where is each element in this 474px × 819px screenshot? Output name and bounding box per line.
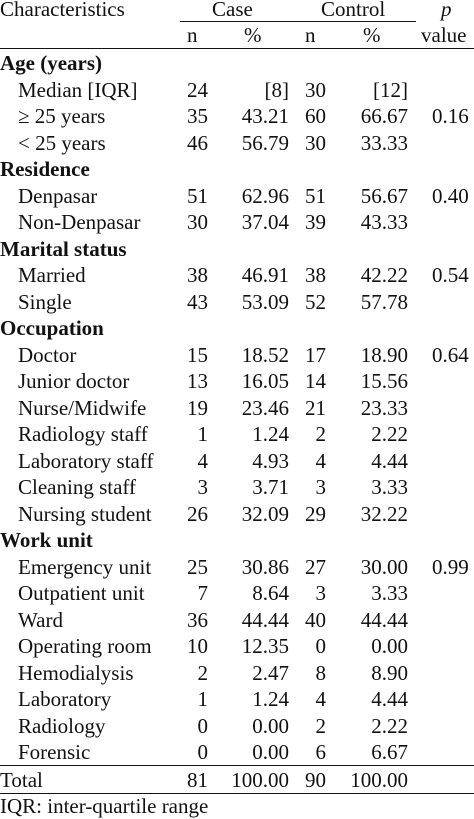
p-value-cell: 0.99	[432, 554, 469, 579]
control-pct-cell: 42.22	[360, 263, 408, 287]
section-header-row	[0, 236, 474, 263]
control-n-cell: 3	[315, 581, 326, 605]
header-pct-case: %	[244, 23, 262, 47]
control-pct-cell: 3.33	[371, 475, 408, 499]
section-header-row	[0, 156, 474, 183]
control-n-cell: 38	[305, 263, 326, 287]
row-label: Nurse/Midwife	[18, 395, 147, 420]
case-pct-cell: [8]	[264, 77, 289, 102]
table-row	[0, 103, 474, 130]
case-n-cell: 36	[187, 607, 208, 632]
case-pct-cell: 62.96	[241, 183, 289, 208]
case-n-cell: 38	[187, 263, 208, 287]
total-pct-case: 100.00	[231, 768, 289, 792]
control-n-cell: 21	[305, 395, 326, 420]
control-pct-cell: 3.33	[371, 581, 408, 605]
row-label: Radiology staff	[18, 422, 148, 446]
control-n-cell: 52	[305, 289, 326, 314]
control-pct-cell: 15.56	[360, 369, 408, 393]
case-pct-cell: 43.21	[241, 104, 289, 128]
row-label: Married	[18, 263, 86, 287]
row-label: Outpatient unit	[18, 581, 145, 605]
case-n-cell: 19	[187, 395, 208, 420]
control-n-cell: 14	[305, 369, 326, 393]
section-header-row	[0, 315, 474, 342]
control-pct-cell: 32.22	[360, 501, 408, 526]
row-label: Single	[18, 289, 72, 314]
case-pct-cell: 30.86	[241, 554, 289, 579]
case-pct-cell: 3.71	[252, 475, 289, 499]
case-n-cell: 51	[187, 183, 208, 208]
table-row	[0, 368, 474, 395]
control-n-cell: 4	[315, 448, 326, 473]
case-pct-cell: 23.46	[241, 395, 289, 420]
p-value-cell: 0.40	[432, 183, 469, 208]
table-row	[0, 262, 474, 289]
control-n-cell: 2	[315, 422, 326, 446]
control-pct-cell: 4.44	[371, 687, 408, 711]
control-pct-cell: 2.22	[371, 422, 408, 446]
control-pct-cell: 57.78	[360, 289, 408, 314]
row-label: < 25 years	[18, 130, 106, 155]
control-pct-cell: 6.67	[371, 740, 408, 764]
control-pct-cell: [12]	[373, 77, 408, 102]
case-pct-cell: 8.64	[252, 581, 289, 605]
table-row	[0, 183, 474, 210]
case-n-cell: 25	[187, 554, 208, 579]
row-label: Median [IQR]	[18, 77, 138, 102]
header-pct-control: %	[363, 23, 381, 47]
control-n-cell: 30	[305, 77, 326, 102]
header-p: p	[441, 0, 452, 21]
control-n-cell: 6	[315, 740, 326, 764]
section-header-row	[0, 50, 474, 77]
case-n-cell: 0	[197, 740, 208, 764]
row-label: Laboratory staff	[18, 448, 154, 473]
footnote-text: IQR: inter-quartile range	[0, 794, 209, 818]
table-row	[0, 395, 474, 422]
case-pct-cell: 1.24	[252, 422, 289, 446]
control-n-cell: 27	[305, 554, 326, 579]
control-n-cell: 17	[305, 342, 326, 367]
control-n-cell: 8	[315, 660, 326, 685]
table-row	[0, 342, 474, 369]
total-label: Total	[0, 768, 43, 792]
footnote	[0, 794, 474, 818]
table-row	[0, 448, 474, 475]
table-row	[0, 289, 474, 316]
case-pct-cell: 32.09	[241, 501, 289, 526]
case-n-cell: 13	[187, 369, 208, 393]
total-rule-top	[0, 765, 474, 766]
section-title: Residence	[0, 157, 90, 181]
total-n-case: 81	[187, 768, 208, 792]
section-header-row	[0, 527, 474, 554]
case-n-cell: 46	[187, 130, 208, 155]
row-label: Denpasar	[18, 183, 98, 208]
case-pct-cell: 37.04	[241, 210, 289, 234]
p-value-cell: 0.16	[432, 104, 469, 128]
header-value: value	[421, 23, 467, 47]
row-label: Hemodialysis	[18, 660, 134, 685]
control-pct-cell: 8.90	[371, 660, 408, 685]
table-row	[0, 686, 474, 713]
control-pct-cell: 0.00	[371, 634, 408, 658]
case-pct-cell: 0.00	[252, 713, 289, 738]
case-pct-cell: 2.47	[252, 660, 289, 685]
case-n-cell: 15	[187, 342, 208, 367]
row-label: Nursing student	[18, 501, 152, 526]
case-n-cell: 35	[187, 104, 208, 128]
section-title: Marital status	[0, 236, 127, 261]
header-subrule	[180, 21, 416, 22]
case-pct-cell: 44.44	[241, 607, 289, 632]
header-case: Case	[212, 0, 253, 21]
row-label: Operating room	[18, 634, 152, 658]
case-n-cell: 30	[187, 210, 208, 234]
case-n-cell: 43	[187, 289, 208, 314]
case-n-cell: 3	[197, 475, 208, 499]
table-row	[0, 421, 474, 448]
row-label: Ward	[18, 607, 63, 632]
case-pct-cell: 56.79	[241, 130, 289, 155]
control-n-cell: 2	[315, 713, 326, 738]
control-n-cell: 0	[315, 634, 326, 658]
control-n-cell: 39	[305, 210, 326, 234]
control-pct-cell: 66.67	[360, 104, 408, 128]
control-pct-cell: 18.90	[360, 342, 408, 367]
row-label: Emergency unit	[18, 554, 152, 579]
control-n-cell: 3	[315, 475, 326, 499]
table-row	[0, 580, 474, 607]
control-n-cell: 4	[315, 687, 326, 711]
total-n-control: 90	[305, 768, 326, 792]
header-characteristics: Characteristics	[0, 0, 125, 21]
case-pct-cell: 1.24	[252, 687, 289, 711]
row-label: Cleaning staff	[18, 475, 137, 499]
case-n-cell: 1	[197, 422, 208, 446]
control-pct-cell: 2.22	[371, 713, 408, 738]
table-row	[0, 474, 474, 501]
table-row	[0, 607, 474, 634]
case-pct-cell: 0.00	[252, 740, 289, 764]
table-row	[0, 209, 474, 236]
control-pct-cell: 43.33	[360, 210, 408, 234]
section-title: Age (years)	[0, 51, 103, 75]
control-pct-cell: 56.67	[360, 183, 408, 208]
table-row	[0, 554, 474, 581]
table-row	[0, 130, 474, 157]
table-row	[0, 739, 474, 766]
row-label: Laboratory	[18, 687, 112, 711]
table-row	[0, 501, 474, 528]
row-label: Non-Denpasar	[18, 210, 141, 234]
case-n-cell: 24	[187, 77, 208, 102]
row-label: Forensic	[18, 740, 91, 764]
case-pct-cell: 18.52	[241, 342, 289, 367]
case-pct-cell: 53.09	[241, 289, 289, 314]
header-n-control: n	[305, 23, 316, 47]
total-pct-control: 100.00	[350, 768, 408, 792]
case-n-cell: 26	[187, 501, 208, 526]
case-n-cell: 4	[197, 448, 208, 473]
control-pct-cell: 44.44	[360, 607, 408, 632]
section-title: Occupation	[0, 316, 104, 340]
header-n-case: n	[187, 23, 198, 47]
row-label: Radiology	[18, 713, 106, 738]
control-n-cell: 40	[305, 607, 326, 632]
case-n-cell: 2	[197, 660, 208, 685]
control-pct-cell: 30.00	[360, 554, 408, 579]
case-pct-cell: 12.35	[241, 634, 289, 658]
section-title: Work unit	[0, 528, 93, 552]
case-pct-cell: 46.91	[241, 263, 289, 287]
table-row	[0, 77, 474, 104]
case-n-cell: 0	[197, 713, 208, 738]
control-n-cell: 60	[305, 104, 326, 128]
control-pct-cell: 4.44	[371, 448, 408, 473]
header-rule	[0, 48, 474, 49]
total-row	[0, 767, 474, 794]
case-pct-cell: 4.93	[252, 448, 289, 473]
table-row	[0, 660, 474, 687]
case-n-cell: 7	[197, 581, 208, 605]
p-value-cell: 0.64	[432, 342, 469, 367]
row-label: Junior doctor	[18, 369, 130, 393]
p-value-cell: 0.54	[432, 263, 469, 287]
control-pct-cell: 33.33	[360, 130, 408, 155]
row-label: Doctor	[18, 342, 77, 367]
table-row	[0, 713, 474, 740]
header-control: Control	[321, 0, 386, 21]
control-pct-cell: 23.33	[360, 395, 408, 420]
case-n-cell: 10	[187, 634, 208, 658]
control-n-cell: 30	[305, 130, 326, 155]
case-n-cell: 1	[197, 687, 208, 711]
table-row	[0, 633, 474, 660]
row-label: ≥ 25 years	[18, 104, 106, 128]
control-n-cell: 29	[305, 501, 326, 526]
case-pct-cell: 16.05	[241, 369, 289, 393]
control-n-cell: 51	[305, 183, 326, 208]
